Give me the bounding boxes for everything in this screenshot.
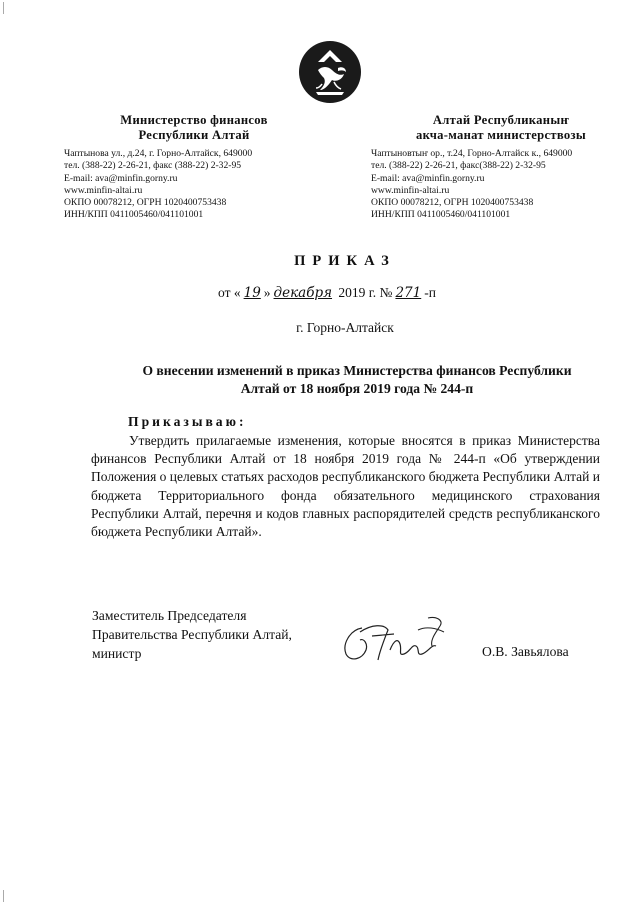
date-day: 19 <box>243 285 261 301</box>
date-month: декабря <box>273 285 333 301</box>
document-city: г. Горно-Алтайск <box>296 320 394 335</box>
left-address: Чаптынова ул., д.24, г. Горно-Алтайск, 649000 <box>64 148 253 159</box>
right-phone: тел. (388-22) 2-26-21, факс(388-22) 2-32-95 <box>371 160 546 172</box>
role-line3: министр <box>92 645 142 661</box>
left-inn: ИНН/КПП 0411005460/041101001 <box>64 209 204 221</box>
right-letterhead <box>371 113 631 222</box>
left-phone: тел. (388-22) 2-26-21, факс (388-22) 2-32-95 <box>64 160 242 172</box>
left-letterhead <box>64 113 324 222</box>
role-line2: Правительства Республики Алтай, <box>92 626 292 642</box>
document-title: ПРИКАЗ <box>294 253 396 269</box>
role-line1: Заместитель Председателя <box>92 608 247 623</box>
right-email: E-mail: ava@minfin.gorny.ru <box>371 172 485 184</box>
right-org-name <box>371 113 631 143</box>
left-website: www.minfin-altai.ru <box>64 184 143 196</box>
order-heading: Приказываю: <box>128 414 247 429</box>
right-org-line2: акча-манат министерствозы <box>416 128 586 142</box>
document-number-suffix: -п <box>424 285 436 300</box>
date-prefix: от « <box>218 285 241 300</box>
signatory-role <box>92 607 292 663</box>
date-year: 2019 г. № <box>338 285 393 300</box>
signatory-name: О.В. Завьялова <box>482 644 569 659</box>
left-org-name <box>64 113 324 143</box>
document-number: 271 <box>395 285 422 301</box>
left-org-line2: Республики Алтай <box>138 128 250 142</box>
handwritten-signature-icon <box>332 610 462 670</box>
subject-line1: О внесении изменений в приказ Министерства финансов Республики <box>142 363 572 378</box>
coat-of-arms-emblem-icon <box>298 40 362 104</box>
right-inn: ИНН/КПП 0411005460/041101001 <box>371 209 511 221</box>
right-okpo: ОКПО 00078212, ОГРН 1020400753438 <box>371 197 534 209</box>
left-org-line1: Министерство финансов <box>120 113 268 127</box>
right-website: www.minfin-altai.ru <box>371 184 450 196</box>
right-address: Чаптыновтыҥ ор., т.24, Горно-Алтайск к., 649000 <box>371 148 573 159</box>
scan-edge-mark <box>3 2 4 14</box>
date-mid: » <box>263 285 271 300</box>
document-body: Утвердить прилагаемые изменения, которые вносятся в приказ Министерства финансов Республики Алтай от 18 ноября 2019 года № 244-п «Об утверждении Положения о целевых статьях расходов республиканского бюджета Республики Алтай и бюджета Территориального фонда обязательного медицинского страхования Республики Алтай, перечня и кодов главных распорядителей средств республиканского бюджета Республики Алтай». <box>91 433 600 540</box>
scan-edge-mark <box>3 890 4 902</box>
document-subject <box>104 362 610 398</box>
document-date-line <box>218 285 436 301</box>
subject-line2: Алтай от 18 ноября 2019 года № 244-п <box>240 381 474 396</box>
right-org-line1: Алтай Республиканыҥ <box>432 113 570 127</box>
left-okpo: ОКПО 00078212, ОГРН 1020400753438 <box>64 197 227 209</box>
left-email: E-mail: ava@minfin.gorny.ru <box>64 172 178 184</box>
